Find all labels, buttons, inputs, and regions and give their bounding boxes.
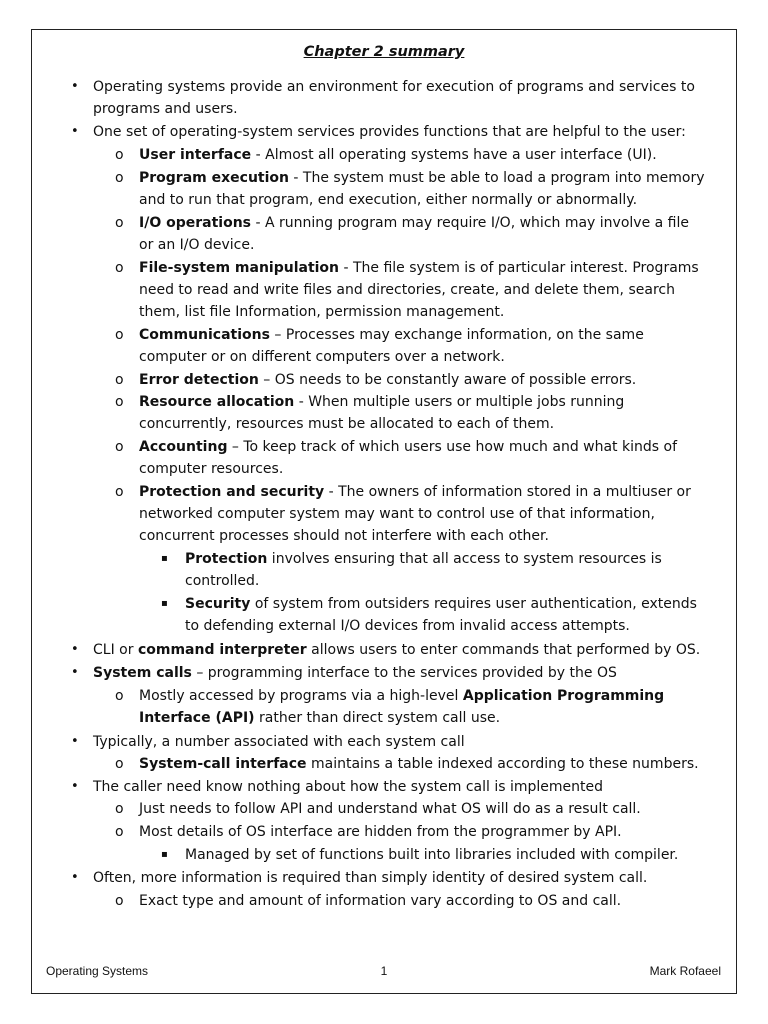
text-line [139,707,500,729]
definition: maintains a table indexed according to these numbers. [306,756,699,772]
term: Resource allocation [139,394,295,410]
bullet-circle: o [115,756,124,772]
list-item [139,685,664,707]
footer-course: Operating Systems [46,964,149,978]
text-line: computer resources. [139,461,284,477]
text-line: Operating systems provide an environment for execution of programs and services to [93,79,695,95]
term: Application Programming [462,688,665,704]
bullet-dot: • [71,779,79,794]
text-line: networked computer system may want to control use of that information, [139,506,655,522]
bullet-dot: • [71,665,79,680]
definition: – OS needs to be constantly aware of possible errors. [258,372,637,388]
text-line: concurrently, resources must be allocated to each of them. [139,416,555,432]
text-line: computer or on different computers over a network. [139,349,505,365]
list-item [139,324,644,346]
list-item [139,257,699,279]
bullet-circle: o [115,688,124,704]
text-line: and to run that program, end execution, either normally or abnormally. [139,192,638,208]
list-item [139,212,689,234]
definition: rather than direct system call use. [254,710,501,726]
term: Protection and security [139,484,325,500]
term: User interface [139,147,252,163]
definition: - When multiple users or multiple jobs running [294,394,625,410]
definition: – To keep track of which users use how much and what kinds of [227,439,677,455]
term: Error detection [139,372,259,388]
list-item [185,548,662,570]
text-line: One set of operating-system services provides functions that are helpful to the user: [93,124,686,140]
list-item [139,144,657,166]
page-title: Chapter 2 summary [303,44,465,60]
bullet-circle: o [115,327,124,343]
definition: – programming interface to the services provided by the OS [191,665,617,681]
bullet-circle: o [115,801,124,817]
bullet-circle: o [115,394,124,410]
text-line: Exact type and amount of information vary according to OS and call. [139,893,622,909]
term: Interface (API) [139,710,255,726]
definition: - The owners of information stored in a multiuser or [324,484,691,500]
list-item [139,167,704,189]
definition: - The file system is of particular interest. Programs [339,260,699,276]
term: File-system manipulation [139,260,340,276]
term: I/O operations [139,215,251,231]
text-line: controlled. [185,573,260,589]
definition: allows users to enter commands that performed by OS. [306,642,701,658]
bullet-circle: o [115,893,124,909]
text-line: need to read and write files and directories, create, and delete them, search [139,282,675,298]
term: command interpreter [137,642,307,658]
prefix: Mostly accessed by programs via a high-level [139,688,463,704]
bullet-square: ▪ [161,553,168,564]
text-line: Managed by set of functions built into libraries included with compiler. [185,847,679,863]
bullet-circle: o [115,484,124,500]
bullet-dot: • [71,870,79,885]
term: Protection [185,551,268,567]
list-item [139,753,699,775]
text-line: them, list file Information, permission management. [139,304,505,320]
list-item [185,593,697,615]
bullet-circle: o [115,824,124,840]
list-item [93,662,617,684]
list-item [139,391,624,413]
definition: – Processes may exchange information, on the same [269,327,644,343]
list-item [139,436,677,458]
definition: of system from outsiders requires user authentication, extends [250,596,697,612]
list-item [139,369,636,391]
prefix: CLI or [93,642,138,658]
footer-page-number: 1 [380,964,388,978]
bullet-circle: o [115,439,124,455]
bullet-dot: • [71,124,79,139]
term: System-call interface [139,756,307,772]
bullet-dot: • [71,642,79,657]
bullet-circle: o [115,260,124,276]
text-line: concurrent processes should not interfere with each other. [139,528,549,544]
term: Accounting [139,439,228,455]
bullet-square: ▪ [161,849,168,860]
definition: - A running program may require I/O, which may involve a file [251,215,689,231]
text-line: or an I/O device. [139,237,255,253]
term: Security [185,596,251,612]
list-item [139,481,691,503]
definition: - The system must be able to load a program into memory [288,170,705,186]
text-line: Typically, a number associated with each system call [93,734,465,750]
text-line: Just needs to follow API and understand what OS will do as a result call. [139,801,641,817]
term: Program execution [139,170,289,186]
bullet-circle: o [115,170,124,186]
bullet-circle: o [115,215,124,231]
term: Communications [139,327,270,343]
bullet-circle: o [115,372,124,388]
term: System calls [93,665,192,681]
text-line: Most details of OS interface are hidden from the programmer by API. [139,824,622,840]
text-line: Often, more information is required than simply identity of desired system call. [93,870,648,886]
text-line: programs and users. [93,101,238,117]
text-line: to defending external I/O devices from invalid access attempts. [185,618,630,634]
footer-author: Mark Rofaeel [649,964,721,978]
list-item [93,639,700,661]
bullet-square: ▪ [161,598,168,609]
definition: involves ensuring that all access to system resources is [267,551,662,567]
definition: - Almost all operating systems have a user interface (UI). [251,147,657,163]
bullet-dot: • [71,79,79,94]
text-line: The caller need know nothing about how the system call is implemented [93,779,603,795]
bullet-dot: • [71,734,79,749]
bullet-circle: o [115,147,124,163]
